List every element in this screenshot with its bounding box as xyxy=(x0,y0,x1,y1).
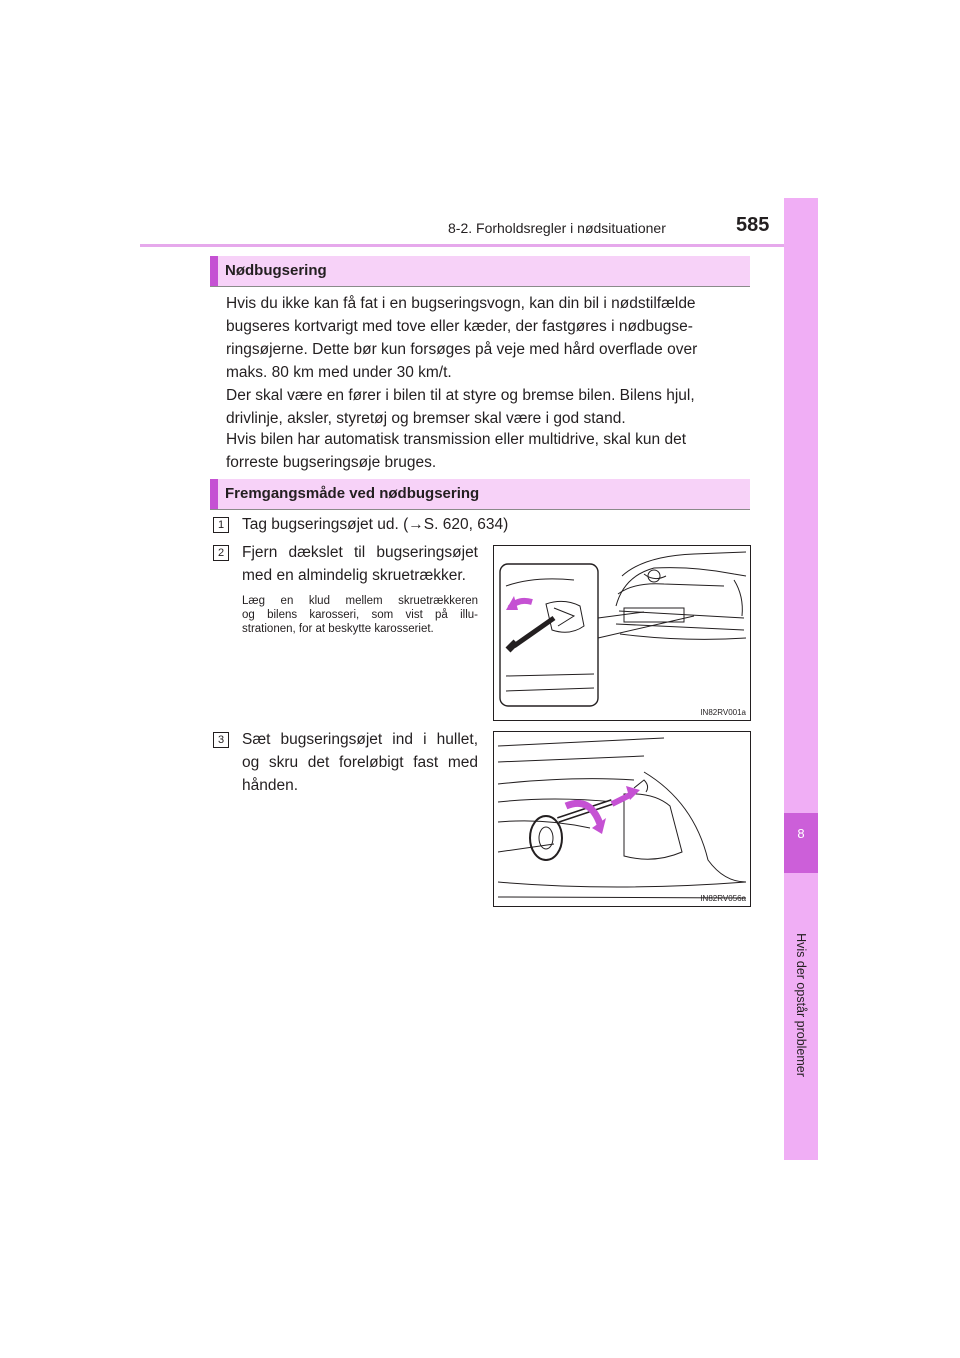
text-line: strationen, for at beskytte karosseriet. xyxy=(242,623,434,635)
section-heading-emergency-towing xyxy=(210,256,750,286)
section-heading-rule xyxy=(210,286,750,287)
text-line: Tag bugseringsøjet ud. (→S. 620, 634) xyxy=(242,516,509,533)
text-line: ringsøjerne. Dette bør kun forsøges på veje med hård overflade over xyxy=(226,341,698,358)
step-3-text xyxy=(242,728,478,797)
section-heading-bar xyxy=(210,256,218,286)
text-line: Sæt bugseringsøjet ind i hullet, xyxy=(242,731,478,748)
text-line: Hvis du ikke kan få fat i en bugseringsvogn, kan din bil i nødstilfælde xyxy=(226,295,696,312)
text-line: med en almindelig skruetrækker. xyxy=(242,567,466,584)
text-line: hånden. xyxy=(242,777,299,794)
step-2-note xyxy=(242,594,478,636)
step-1-text xyxy=(242,513,508,536)
intro-paragraph xyxy=(226,292,746,430)
transmission-paragraph xyxy=(226,428,746,474)
section-heading-label: Fremgangsmåde ved nødbugsering xyxy=(225,485,480,502)
section-heading-bar xyxy=(210,479,218,509)
text-line: bugseres kortvarigt med tove eller kæder, der fastgøres i nødbugse- xyxy=(226,318,693,335)
text-line: Der skal være en fører i bilen til at styre og bremse bilen. Bilens hjul, xyxy=(226,387,695,404)
figure-code: IN82RV056a xyxy=(700,894,746,903)
illustration-remove-cover xyxy=(493,545,751,721)
text-line: Læg en klud mellem skruetrækkeren xyxy=(242,595,478,607)
section-heading-procedure xyxy=(210,479,750,509)
section-heading-label: Nødbugsering xyxy=(225,262,327,279)
text-line: og bilens karosseri, som vist på illu- xyxy=(242,609,478,621)
header-rule xyxy=(140,244,818,247)
section-heading-rule xyxy=(210,509,750,510)
remove-cover-drawing xyxy=(494,546,750,720)
chapter-title: Hvis der opstår problemer xyxy=(794,933,808,1077)
text-line: drivlinje, aksler, styretøj og bremser skal være i god stand. xyxy=(226,410,626,427)
step-number-2: 2 xyxy=(213,545,229,561)
text-line: Fjern dækslet til bugseringsøjet xyxy=(242,544,478,561)
text-line: Hvis bilen har automatisk transmission eller multidrive, skal kun det xyxy=(226,431,687,448)
illustration-install-tow-eye xyxy=(493,731,751,907)
text-line: forreste bugseringsøje bruges. xyxy=(226,454,437,471)
text-line: og skru det foreløbigt fast med xyxy=(242,754,478,771)
step-number-1: 1 xyxy=(213,517,229,533)
header-title: 8-2. Forholdsregler i nødsituationer xyxy=(448,220,666,236)
step-number-3: 3 xyxy=(213,732,229,748)
chapter-number: 8 xyxy=(797,826,805,841)
figure-code: IN82RV001a xyxy=(700,708,746,717)
step-2-text xyxy=(242,541,478,587)
text-line: maks. 80 km med under 30 km/t. xyxy=(226,364,452,381)
chapter-number-tab xyxy=(784,813,818,873)
install-tow-eye-drawing xyxy=(494,732,750,906)
page-number: 585 xyxy=(736,214,770,236)
